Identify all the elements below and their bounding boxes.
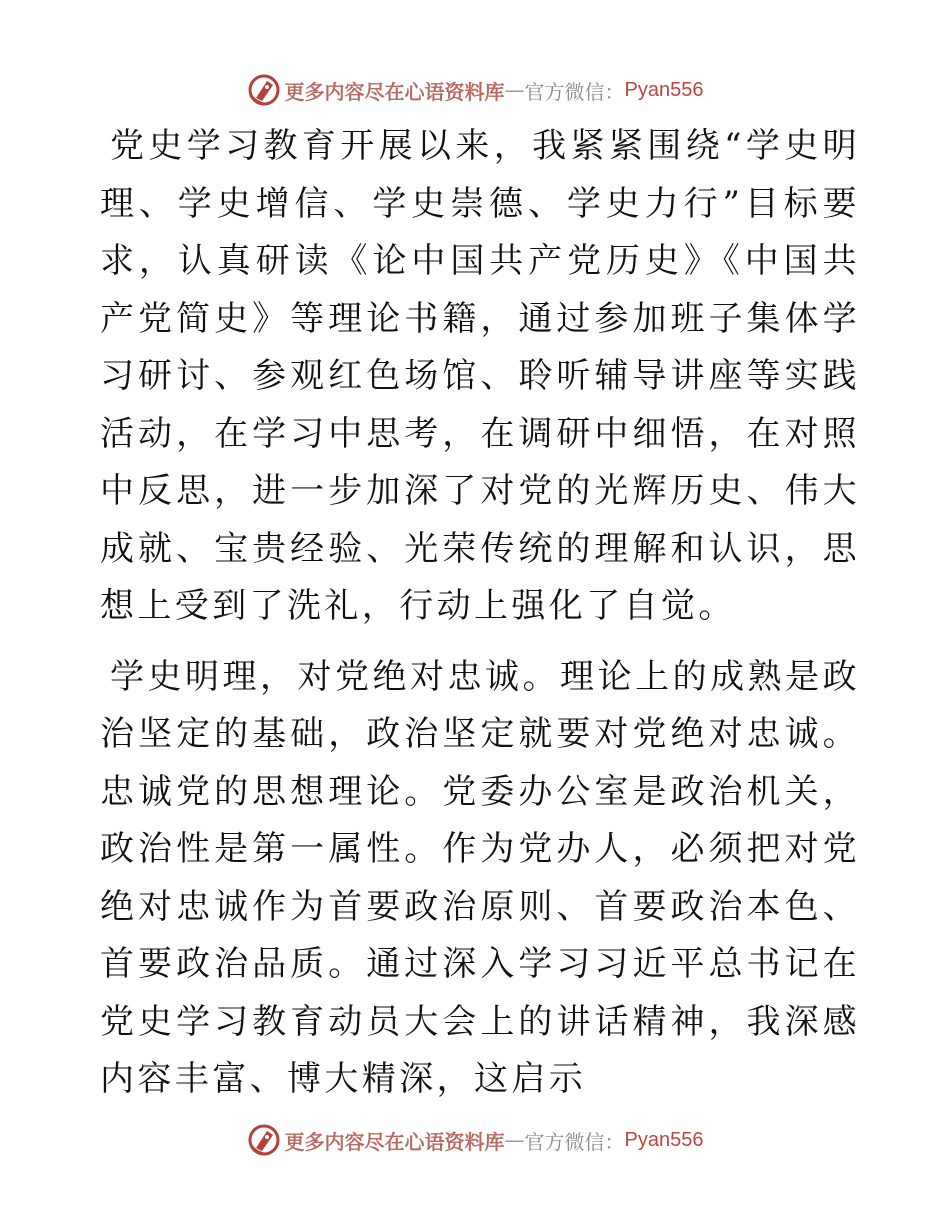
document-body	[100, 118, 860, 1109]
pen-nib-logo-icon	[247, 73, 281, 107]
paragraph-2: 学史明理，对党绝对忠诚。理论上的成熟是政治坚定的基础，政治坚定就要对党绝对忠诚。忠诚党的思想理论。党委办公室是政治机关，政治性是第一属性。作为党办人，必须把对党绝对忠诚作为首要政治原则、首要政治本色、首要政治品质。通过深入学习习近平总书记在党史学习教育动员大会上的讲话精神，我深感内容丰富、博大精深，这启示	[100, 656, 860, 1099]
watermark-wechat-label: 官方微信：	[524, 79, 625, 104]
watermark-dash: —	[504, 78, 525, 102]
pen-nib-logo-icon	[247, 1123, 281, 1157]
watermark-site-text: 更多内容尽在心语资料库	[284, 1129, 505, 1154]
watermark-wechat-id: Pyan556	[624, 1128, 704, 1151]
footer-watermark	[0, 1120, 950, 1160]
watermark-wechat-id: Pyan556	[624, 78, 704, 101]
watermark-wechat-label: 官方微信：	[524, 1129, 625, 1154]
watermark-site-text: 更多内容尽在心语资料库	[284, 79, 505, 104]
paragraph-1: 党史学习教育开展以来，我紧紧围绕“学史明理、学史增信、学史崇德、学史力行”目标要求，认真研读《论中国共产党历史》《中国共产党简史》等理论书籍，通过参加班子集体学习研讨、参观红色场馆、聆听辅导讲座等实践活动，在学习中思考，在调研中细悟，在对照中反思，进一步加深了对党的光辉历史、伟大成就、宝贵经验、光荣传统的理解和认识，思想上受到了洗礼，行动上强化了自觉。	[100, 126, 860, 626]
watermark-dash: —	[504, 1128, 525, 1152]
header-watermark	[0, 70, 950, 110]
